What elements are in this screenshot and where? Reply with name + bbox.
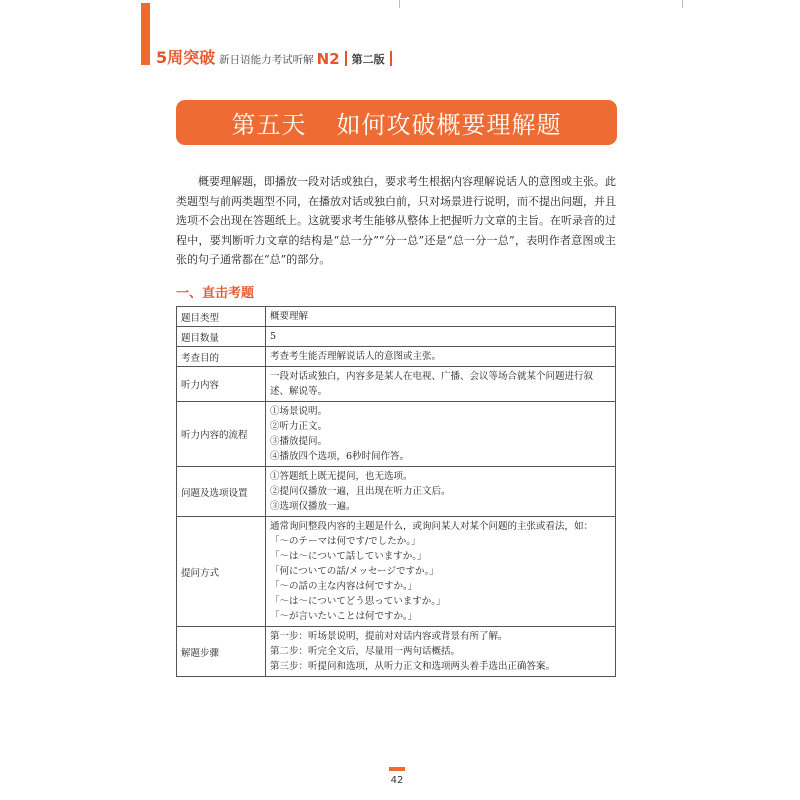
table-row	[177, 347, 616, 367]
row-label: 考查目的	[177, 347, 266, 367]
row-label: 听力内容	[177, 367, 266, 402]
exam-info-table	[176, 306, 616, 677]
header-divider	[345, 51, 347, 66]
row-label: 解题步骤	[177, 627, 266, 677]
row-label: 提问方式	[177, 517, 266, 627]
row-value: 考查考生能否理解说话人的意图或主张。	[266, 347, 616, 367]
section-heading: 一、直击考题	[176, 286, 255, 301]
table-row	[177, 402, 616, 467]
table-row	[177, 517, 616, 627]
table-row	[177, 367, 616, 402]
chapter-day: 第五天	[231, 111, 307, 139]
table-row	[177, 327, 616, 347]
chapter-topic: 如何攻破概要理解题	[336, 111, 562, 139]
intro-paragraph: 概要理解题，即播放一段对话或独白，要求考生根据内容理解说话人的意图或主张。此类题型与前两类题型不同，在播放对话或独白前，只对场景进行说明，而不提出问题，并且选项不会出现在答题纸上。这就要求考生能够从整体上把握听力文章的主旨。在听录音的过程中，要判断听力文章的结构是“总一分”“分一总”还是“总一分一总”，表明作者意图或主张的句子通常都在“总”的部分。	[176, 175, 616, 266]
header-accent-bar	[141, 3, 150, 65]
header-edition: 第二版	[351, 53, 385, 66]
table-row	[177, 627, 616, 677]
header-brand: 5周突破	[156, 48, 216, 67]
header-level: N2	[316, 50, 340, 68]
row-label: 题目数量	[177, 327, 266, 347]
header-subtitle: 新日语能力考试听解	[219, 54, 314, 66]
row-value: 一段对话或独白，内容多是某人在电视、广播、会议等场合就某个问题进行叙述、解说等。	[266, 367, 616, 402]
crop-mark-left	[399, 0, 400, 8]
row-value: 5	[266, 327, 616, 347]
crop-mark-right	[682, 0, 683, 8]
page-number-accent	[389, 767, 405, 771]
row-value: ①场景说明。 ②听力正文。 ③播放提问。 ④播放四个选项，6秒时间作答。	[266, 402, 616, 467]
page-number: 42	[390, 775, 404, 786]
chapter-title-banner	[176, 100, 617, 145]
header-divider-end	[390, 51, 392, 66]
running-header	[156, 44, 397, 68]
row-value: ①答题纸上既无提问，也无选项。 ②提问仅播放一遍，且出现在听力正文后。 ③选项仅播放一遍。	[266, 467, 616, 517]
row-value: 概要理解	[266, 307, 616, 327]
table-row	[177, 307, 616, 327]
row-label: 题目类型	[177, 307, 266, 327]
table-row	[177, 467, 616, 517]
row-value: 通常询问整段内容的主题是什么，或询问某人对某个问题的主张或看法，如： 「～のテーマは何です/でしたか。」 「～は～について話していますか。」 「何についての話/メッセージですか。」 「～の話の主な内容は何ですか。」 「～は～についてどう思っていますか。」 「～が言いたいことは何ですか。」	[266, 517, 616, 627]
row-label: 听力内容的流程	[177, 402, 266, 467]
row-label: 问题及选项设置	[177, 467, 266, 517]
row-value: 第一步：听场景说明，提前对对话内容或背景有所了解。 第二步：听完全文后，尽量用一两句话概括。 第三步：听提问和选项，从听力正文和选项两头着手选出正确答案。	[266, 627, 616, 677]
